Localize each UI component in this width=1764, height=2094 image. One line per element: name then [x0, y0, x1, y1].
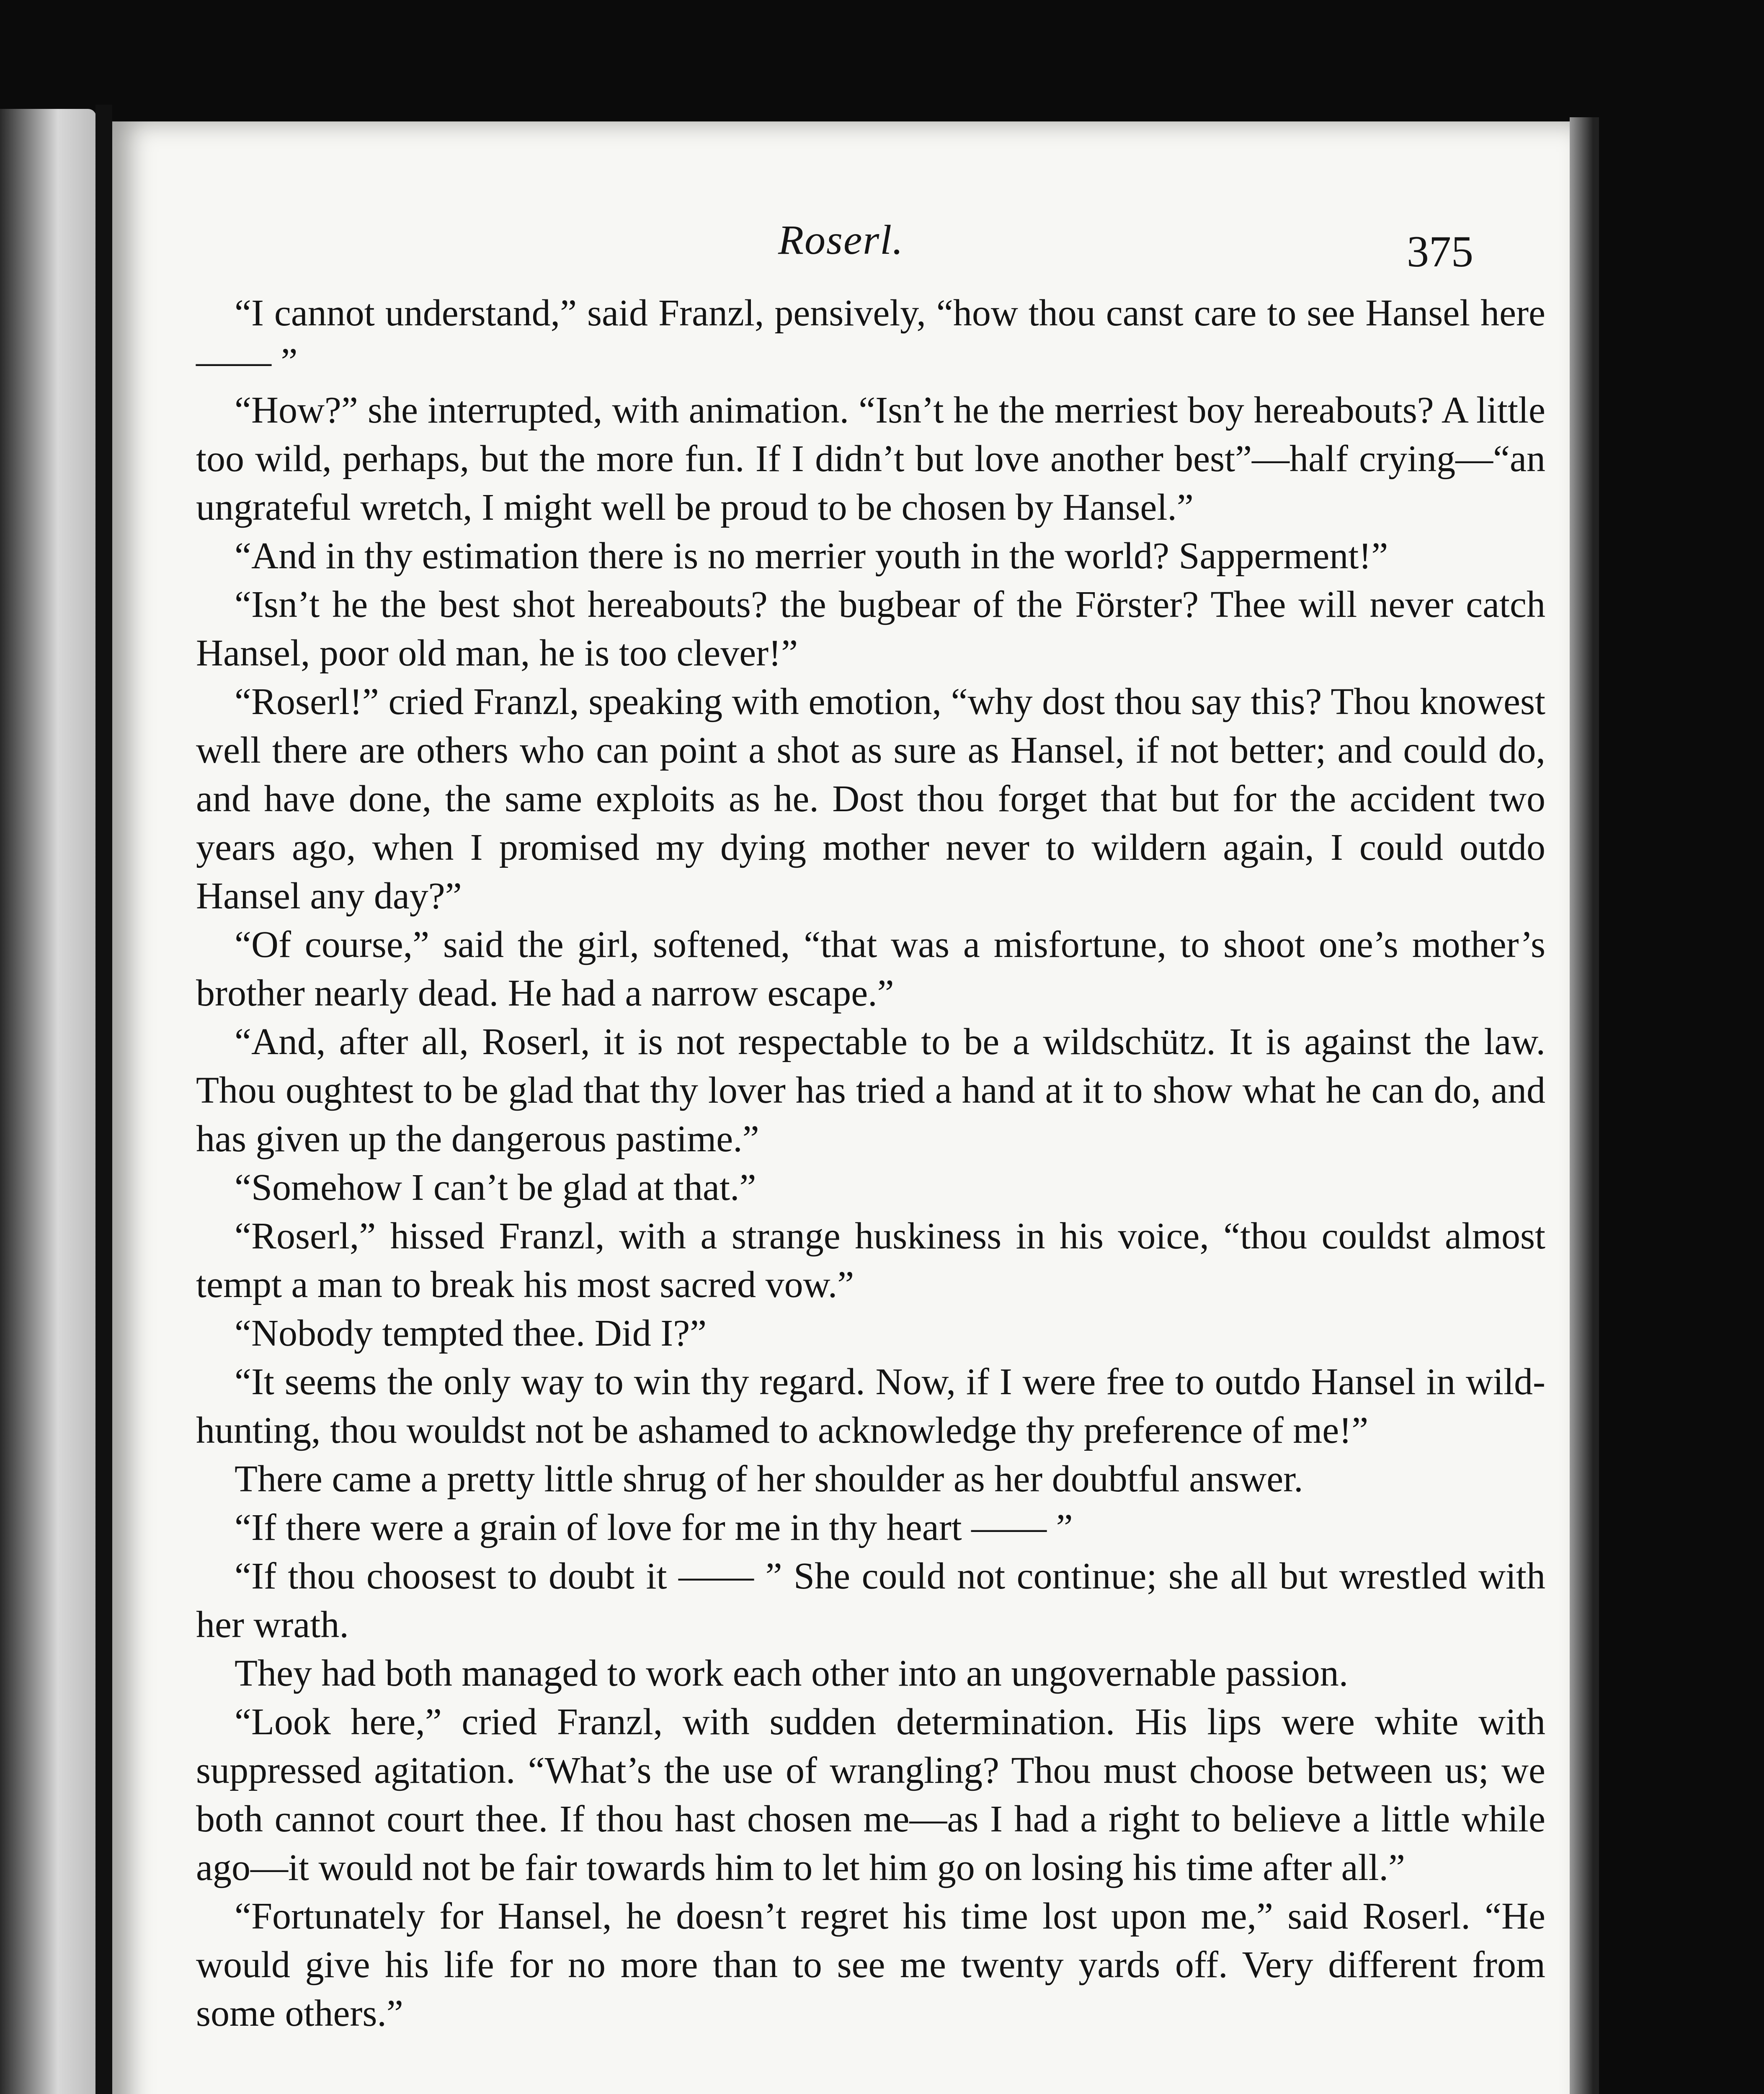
paragraph: “It seems the only way to win thy regard. Now, if I were free to outdo Hansel in wild-hunting, thou wouldst not be ashamed to acknowledge thy preference of me!”: [196, 1361, 1545, 1451]
page-number: 375: [1407, 227, 1473, 276]
paragraph: “Roserl,” hissed Franzl, with a strange huskiness in his voice, “thou couldst almost tempt a man to break his most sacred vow.”: [196, 1215, 1545, 1305]
paragraph: “How?” she interrupted, with animation. “Isn’t he the merriest boy hereabouts? A little too wild, perhaps, but the more fun. If I didn’t but love another best”—half crying—“an ungrateful wretch, I might well be proud to be chosen by Hansel.”: [196, 389, 1545, 528]
paragraph: “If there were a grain of love for me in thy heart —— ”: [235, 1507, 1073, 1548]
page-right-edge: [1570, 117, 1599, 2094]
paragraph: “And, after all, Roserl, it is not respectable to be a wildschütz. It is against the law. Thou oughtest to be glad that thy lover has tried a hand at it to show what he can do, and has given up the dangerous pastime.”: [196, 1021, 1545, 1160]
body-text: [196, 289, 1545, 2038]
paragraph: “Fortunately for Hansel, he doesn’t regret his time lost upon me,” said Roserl. “He would give his life for no more than to see me twenty yards off. Very different from some others.”: [196, 1895, 1545, 2034]
paragraph: “And in thy estimation there is no merrier youth in the world? Sapperment!”: [235, 535, 1388, 577]
paragraph: “Look here,” cried Franzl, with sudden determination. His lips were white with suppressed agitation. “What’s the use of wrangling? Thou must choose between us; we both cannot court thee. If thou hast chosen me—as I had a right to believe a little while ago—it would not be fair towards him to let him go on losing his time after all.”: [196, 1701, 1545, 1888]
book-page: [112, 121, 1570, 2094]
paragraph: “Isn’t he the best shot hereabouts? the bugbear of the Förster? Thee will never catch Hansel, poor old man, he is too clever!”: [196, 584, 1545, 674]
running-head: Roserl.: [778, 217, 904, 263]
adjacent-page-edge: [0, 109, 96, 2094]
paragraph: “If thou choosest to doubt it —— ” She could not continue; she all but wrestled with her wrath.: [196, 1555, 1545, 1645]
paragraph: They had both managed to work each other into an ungovernable passion.: [235, 1653, 1349, 1694]
paragraph: “Somehow I can’t be glad at that.”: [235, 1167, 756, 1208]
paragraph: “Of course,” said the girl, softened, “that was a misfortune, to shoot one’s mother’s brother nearly dead. He had a narrow escape.”: [196, 924, 1545, 1014]
paragraph: There came a pretty little shrug of her shoulder as her doubtful answer.: [235, 1458, 1303, 1500]
paragraph: “I cannot understand,” said Franzl, pensively, “how thou canst care to see Hansel here —— ”: [196, 292, 1545, 382]
paragraph: “Nobody tempted thee. Did I?”: [235, 1313, 707, 1354]
book-gutter: [95, 105, 112, 2094]
paragraph: “Roserl!” cried Franzl, speaking with emotion, “why dost thou say this? Thou knowest well there are others who can point a shot as sure as Hansel, if not better; and could do, and have done, the same exploits as he. Dost thou forget that but for the accident two years ago, when I promised my dying mother never to wildern again, I could outdo Hansel any day?”: [196, 681, 1545, 917]
